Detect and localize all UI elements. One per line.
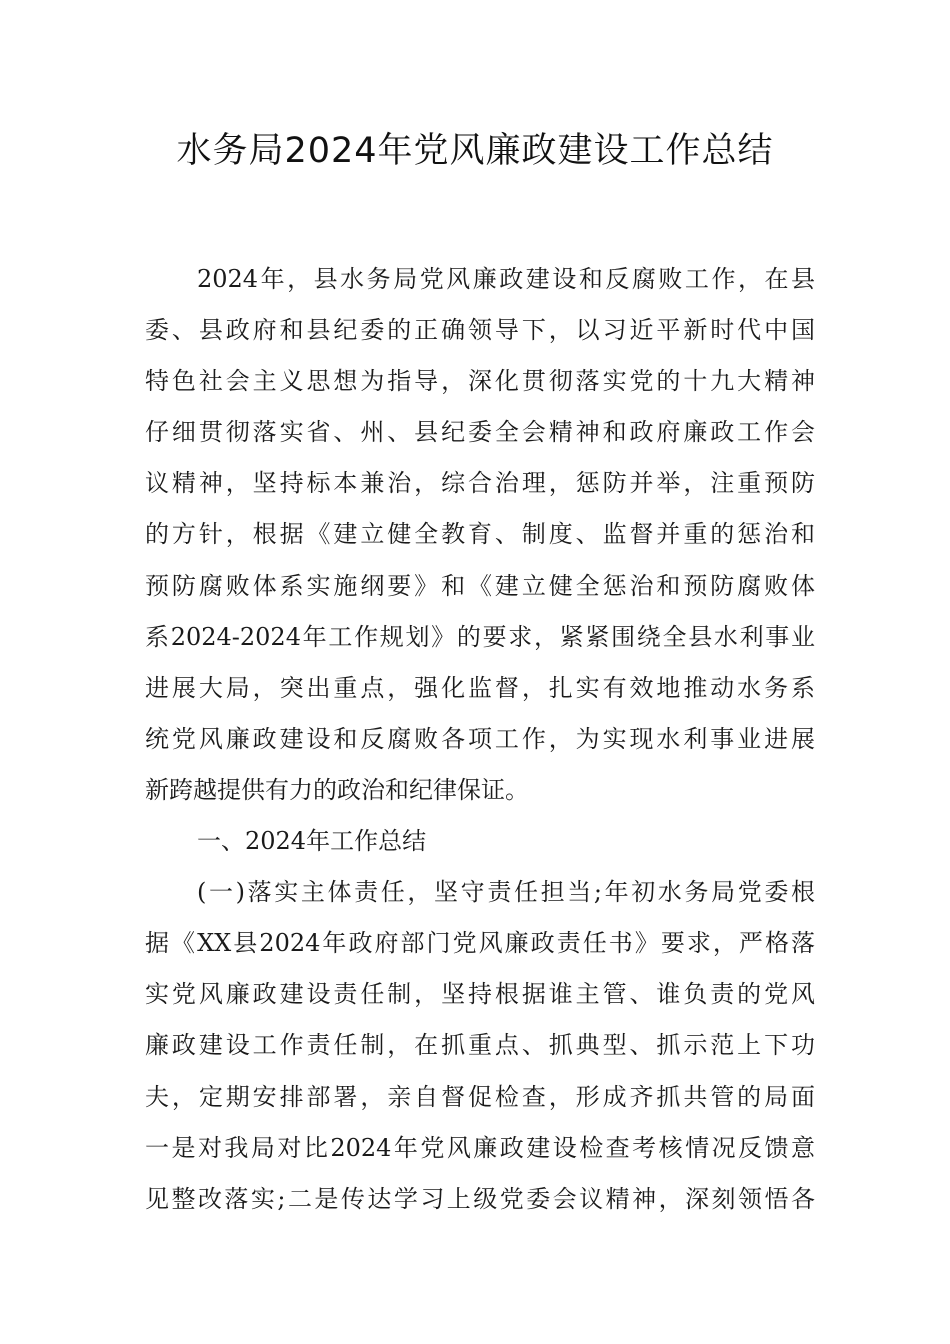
text-line: 系2024-2024年工作规划》的要求，紧紧围绕全县水利事业 (145, 622, 815, 651)
text-line: 一、2024年工作总结 (197, 827, 427, 856)
text-line: 特色社会主义思想为指导，深化贯彻落实党的十九大精神 (145, 367, 815, 396)
document-body (145, 254, 815, 1225)
text-line: 进展大局，突出重点，强化监督，扎实有效地推动水务系 (145, 673, 815, 702)
text-line: 新跨越提供有力的政治和纪律保证。 (145, 775, 529, 804)
text-line: 议精神，坚持标本兼治，综合治理，惩防并举，注重预防 (145, 469, 815, 498)
text-line: 夫，定期安排部署，亲自督促检查，形成齐抓共管的局面 (145, 1082, 815, 1111)
text-line: 据《XX县2024年政府部门党风廉政责任书》要求，严格落 (145, 929, 815, 958)
text-line: 实党风廉政建设责任制，坚持根据谁主管、谁负责的党风 (145, 980, 815, 1009)
text-line: 2024年，县水务局党风廉政建设和反腐败工作，在县 (197, 265, 815, 293)
document-title: 水务局2024年党风廉政建设工作总结 (176, 131, 774, 171)
text-line: 统党风廉政建设和反腐败各项工作，为实现水利事业进展 (145, 724, 815, 753)
text-line: 廉政建设工作责任制，在抓重点、抓典型、抓示范上下功 (145, 1031, 815, 1060)
text-line: 的方针，根据《建立健全教育、制度、监督并重的惩治和 (145, 520, 815, 549)
text-line: 委、县政府和县纪委的正确领导下，以习近平新时代中国 (145, 316, 815, 345)
text-line: 预防腐败体系实施纲要》和《建立健全惩治和预防腐败体 (145, 571, 815, 600)
text-line: 一是对我局对比2024年党风廉政建设检查考核情况反馈意 (145, 1133, 815, 1162)
text-line: 见整改落实;二是传达学习上级党委会议精神，深刻领悟各 (145, 1184, 815, 1213)
text-line: 仔细贯彻落实省、州、县纪委全会精神和政府廉政工作会 (145, 418, 815, 447)
text-line: (一)落实主体责任，坚守责任担当;年初水务局党委根 (197, 878, 815, 907)
